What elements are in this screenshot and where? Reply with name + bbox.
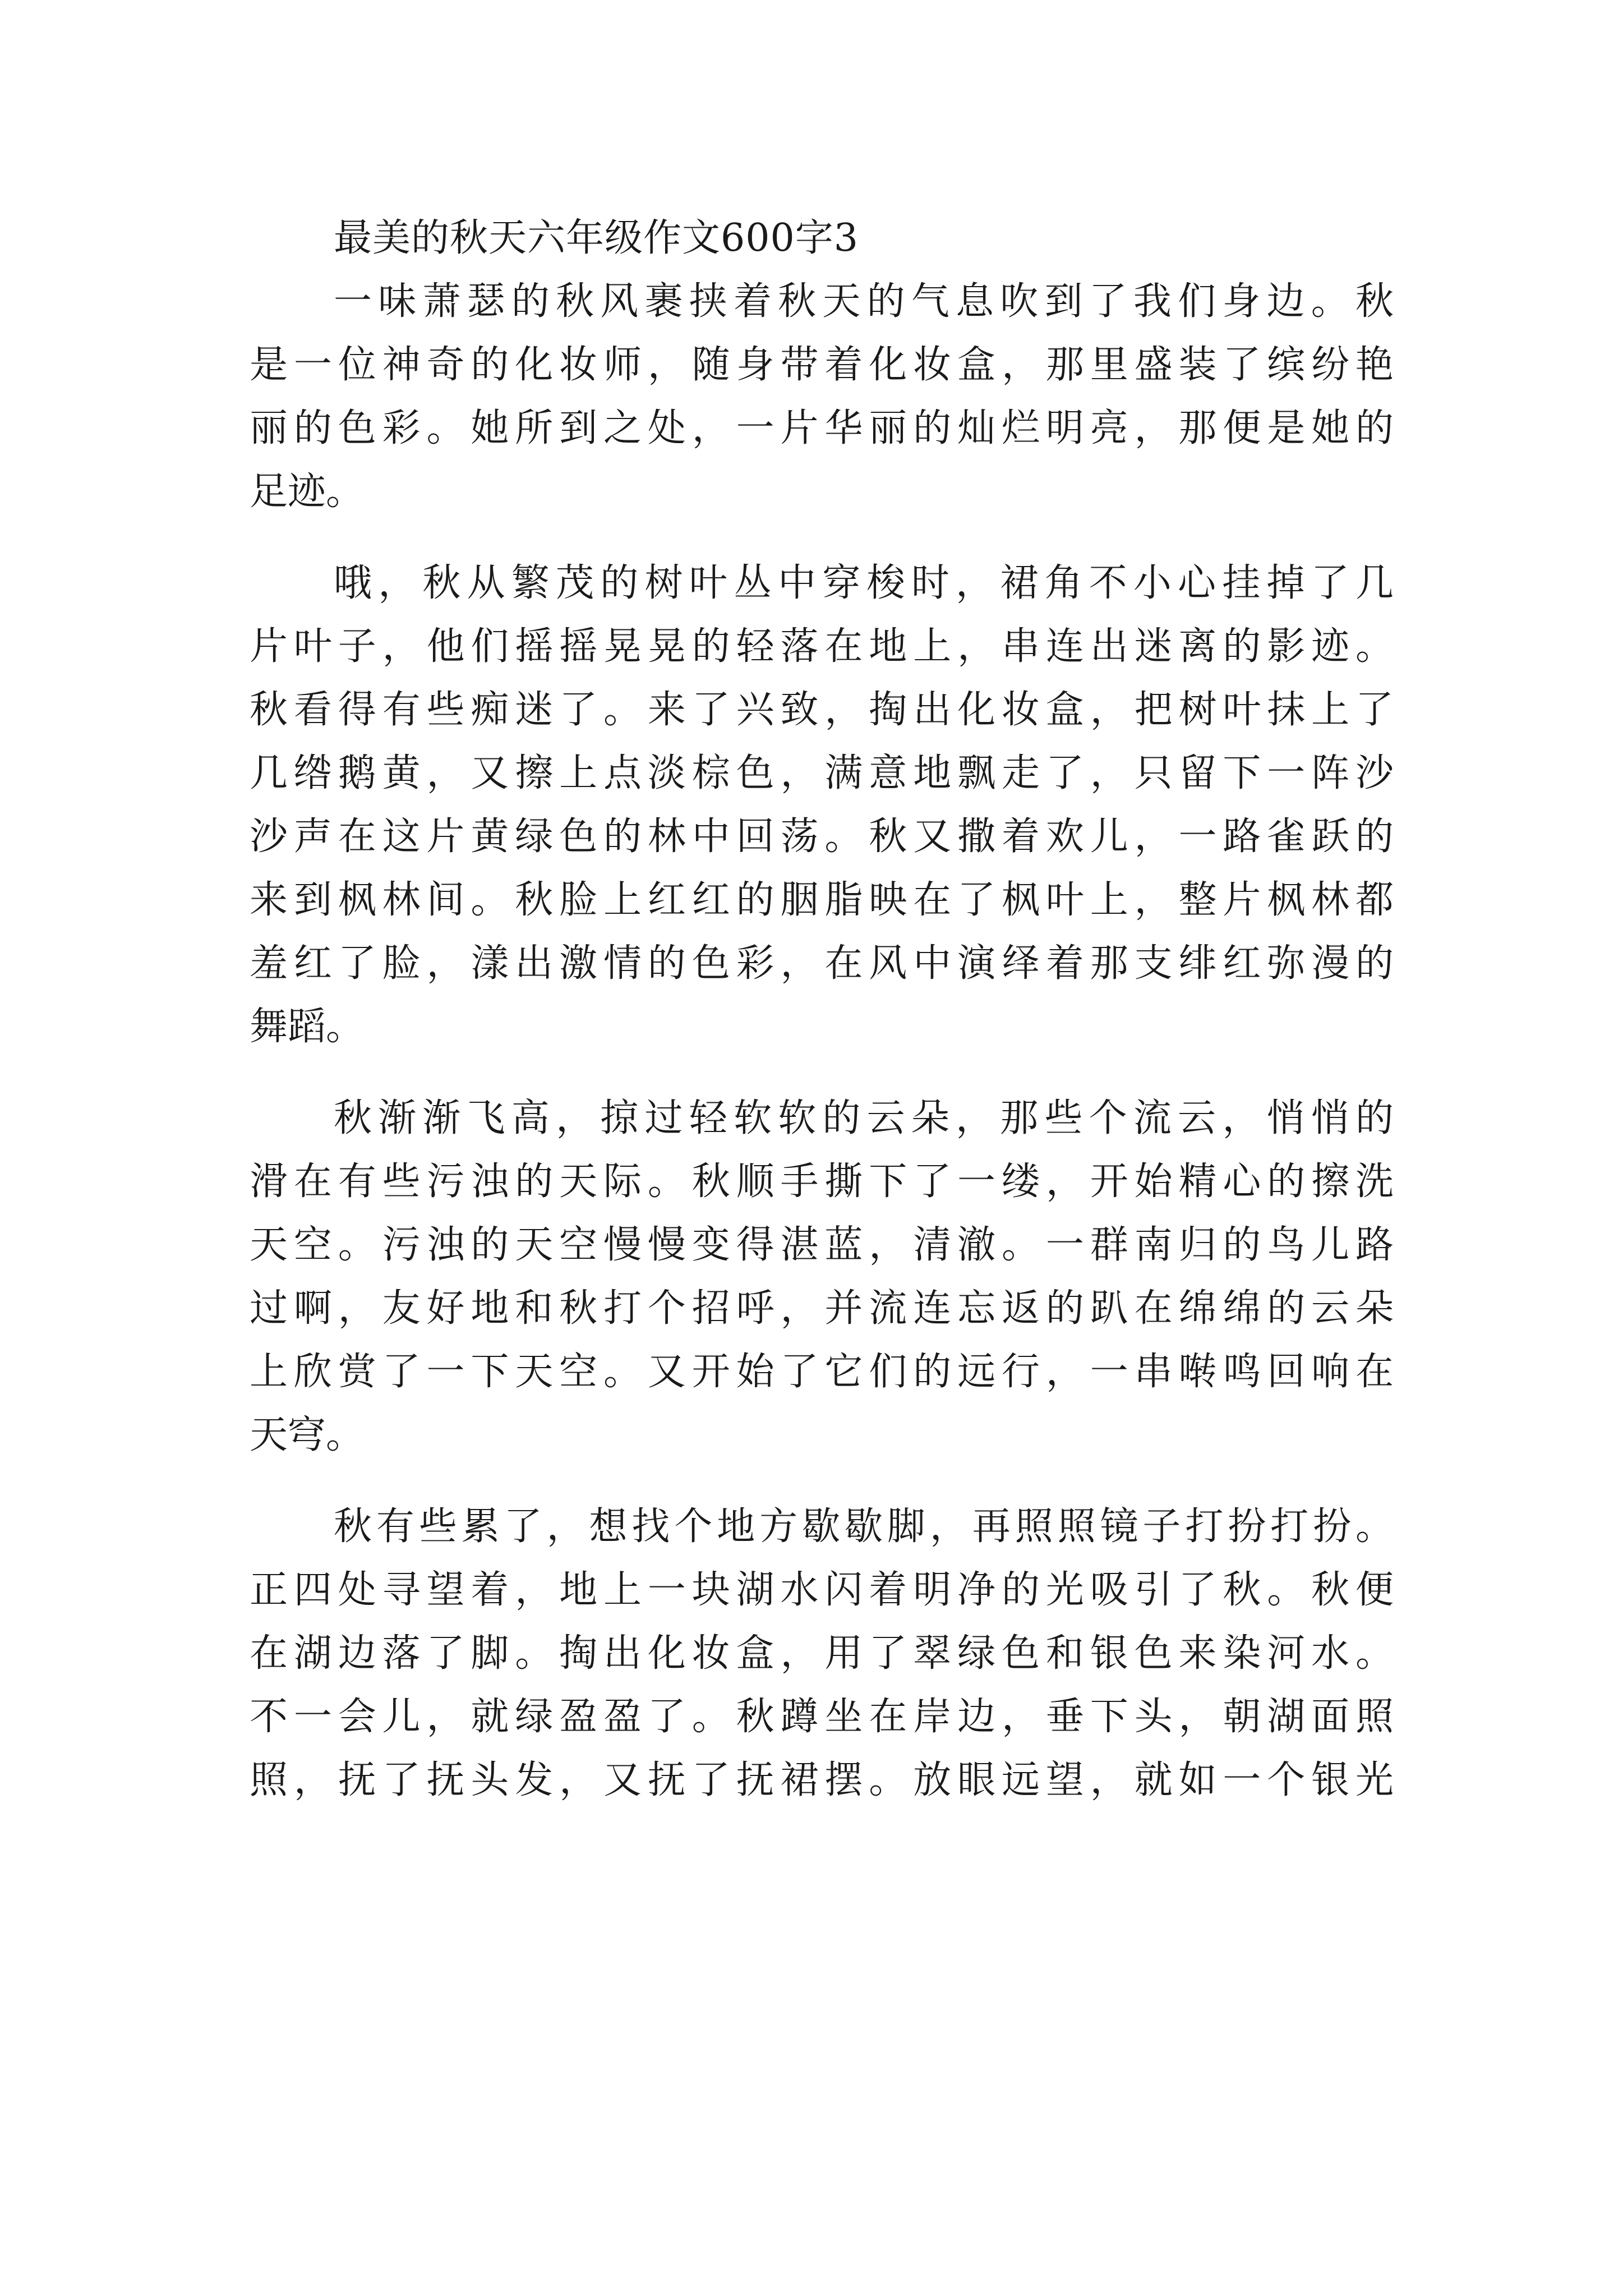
paragraph-line: 天穹。 [250,1413,365,1457]
paragraph-line: 一味萧瑟的秋风裹挟着秋天的气息吹到了我们身边。秋 [334,279,1394,324]
paragraph-line: 秋看得有些痴迷了。来了兴致，掏出化妆盒，把树叶抹上了 [250,688,1394,732]
paragraph-line: 过啊，友好地和秋打个招呼，并流连忘返的趴在绵绵的云朵 [250,1286,1394,1331]
paragraph-4 [250,1495,1394,1812]
paragraph-line: 哦，秋从繁茂的树叶丛中穿梭时，裙角不小心挂掉了几 [334,561,1394,605]
paragraph-line: 天空。污浊的天空慢慢变得湛蓝，清澈。一群南归的鸟儿路 [250,1223,1394,1267]
paragraph-spacer [250,1059,1394,1087]
document-body [250,206,1394,1812]
paragraph-line: 滑在有些污浊的天际。秋顺手撕下了一缕，开始精心的擦洗 [250,1159,1394,1204]
paragraph-line: 足迹。 [250,470,365,514]
paragraph-line: 不一会儿，就绿盈盈了。秋蹲坐在岸边，垂下头，朝湖面照 [250,1695,1394,1739]
paragraph-line: 照，抚了抚头发，又抚了抚裙摆。放眼远望，就如一个银光 [250,1758,1394,1802]
paragraph-line: 是一位神奇的化妆师，随身带着化妆盒，那里盛装了缤纷艳 [250,343,1394,387]
paragraph-spacer [250,1467,1394,1495]
paragraph-line: 秋渐渐飞高，掠过轻软软的云朵，那些个流云，悄悄的 [334,1096,1394,1140]
paragraph-spacer [250,523,1394,551]
paragraph-line: 秋有些累了，想找个地方歇歇脚，再照照镜子打扮打扮。 [334,1504,1394,1549]
paragraph-2 [250,551,1394,1059]
paragraph-line: 沙声在这片黄绿色的林中回荡。秋又撒着欢儿，一路雀跃的 [250,815,1394,859]
paragraph-3 [250,1087,1394,1467]
paragraph-line: 正四处寻望着，地上一块湖水闪着明净的光吸引了秋。秋便 [250,1568,1394,1612]
paragraph-1 [250,270,1394,523]
paragraph-line: 来到枫林间。秋脸上红红的胭脂映在了枫叶上，整片枫林都 [250,878,1394,922]
document-title: 最美的秋天六年级作文600字3 [334,216,859,260]
paragraph-line: 几绺鹅黄，又擦上点淡棕色，满意地飘走了，只留下一阵沙 [250,751,1394,795]
paragraph-line: 丽的色彩。她所到之处，一片华丽的灿烂明亮，那便是她的 [250,406,1394,450]
paragraph-line: 片叶子，他们摇摇晃晃的轻落在地上，串连出迷离的影迹。 [250,624,1394,669]
paragraph-line: 在湖边落了脚。掏出化妆盒，用了翠绿色和银色来染河水。 [250,1631,1394,1676]
paragraph-line: 羞红了脸，漾出激情的色彩，在风中演绎着那支绯红弥漫的 [250,941,1394,986]
paragraph-line: 上欣赏了一下天空。又开始了它们的远行，一串啭鸣回响在 [250,1350,1394,1394]
paragraph-line: 舞蹈。 [250,1005,365,1049]
